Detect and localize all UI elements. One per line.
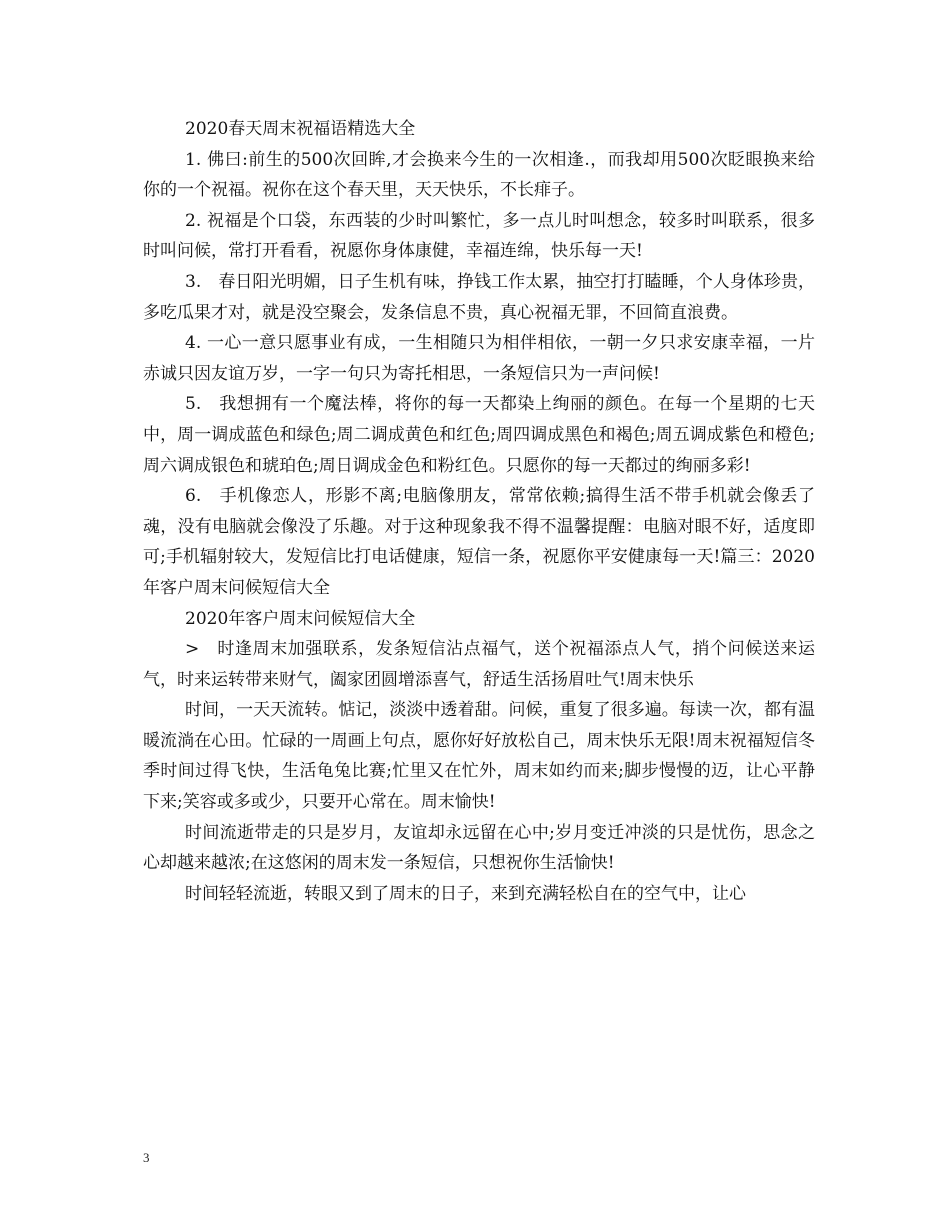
paragraph-10: 时间轻轻流逝，转眼又到了周末的日子，来到充满轻松自在的空气中，让心 [185,883,746,904]
paragraph-3: 3. 春日阳光明媚，日子生机有味，挣钱工作太累，抽空打打瞌睡，个人身体珍贵，多吃瓜果才对，就是没空聚会，发条信息不贵，真心祝福无罪，不回简直浪费。 [143,271,815,323]
paragraph-8: 时间，一天天流转。惦记，淡淡中透着甜。问候，重复了很多遍。每读一次，都有温暖流淌在心田。忙碌的一周画上句点，愿你好好放松自己，周末快乐无限!周末祝福短信冬季时间过得飞快，生活龟兔比赛;忙里又在忙外，周末如约而来;脚步慢慢的迈，让心平静下来;笑容或多或少，只要开心常在。周末愉快! [143,700,815,813]
paragraph-2: 2. 祝福是个口袋，东西装的少时叫繁忙，多一点儿时叫想念，较多时叫联系，很多时叫问候，常打开看看，祝愿你身体康健，幸福连绵，快乐每一天! [143,210,815,262]
document-title: 2020春天周末祝福语精选大全 [185,119,416,139]
document-body [143,114,815,909]
paragraph-6: 6. 手机像恋人，形影不离;电脑像朋友，常常依赖;搞得生活不带手机就会像丢了魂，没有电脑就会像没了乐趣。对于这种现象我不得不温馨提醒：电脑对眼不好，适度即可;手机辐射较大，发短信比打电话健康，短信一条，祝愿你平安健康每一天!篇三：2020年客户周末问候短信大全 [143,486,815,598]
paragraph-1: 1. 佛曰:前生的500次回眸,才会换来今生的一次相逢.，而我却用500次眨眼换来给你的一个祝福。祝你在这个春天里，天天快乐，不长痱子。 [143,149,815,201]
paragraph-4: 4. 一心一意只愿事业有成，一生相随只为相伴相依，一朝一夕只求安康幸福，一片赤诚只因友谊万岁，一字一句只为寄托相思，一条短信只为一声问候! [143,333,815,384]
paragraph-9: 时间流逝带走的只是岁月，友谊却永远留在心中;岁月变迁冲淡的只是忧伤，思念之心却越来越浓;在这悠闲的周末发一条短信，只想祝你生活愉快! [143,822,815,874]
section-heading: 2020年客户周末问候短信大全 [185,608,416,629]
page-number: 3 [143,1150,150,1165]
paragraph-7: > 时逢周末加强联系，发条短信沾点福气，送个祝福添点人气，捎个问候送来运气，时来运转带来财气，阖家团圆增添喜气，舒适生活扬眉吐气!周末快乐 [143,639,815,690]
paragraph-5: 5. 我想拥有一个魔法棒，将你的每一天都染上绚丽的颜色。在每一个星期的七天中，周一调成蓝色和绿色;周二调成黄色和红色;周四调成黑色和褐色;周五调成紫色和橙色;周六调成银色和琥珀色;周日调成金色和粉红色。只愿你的每一天都过的绚丽多彩! [143,394,815,476]
